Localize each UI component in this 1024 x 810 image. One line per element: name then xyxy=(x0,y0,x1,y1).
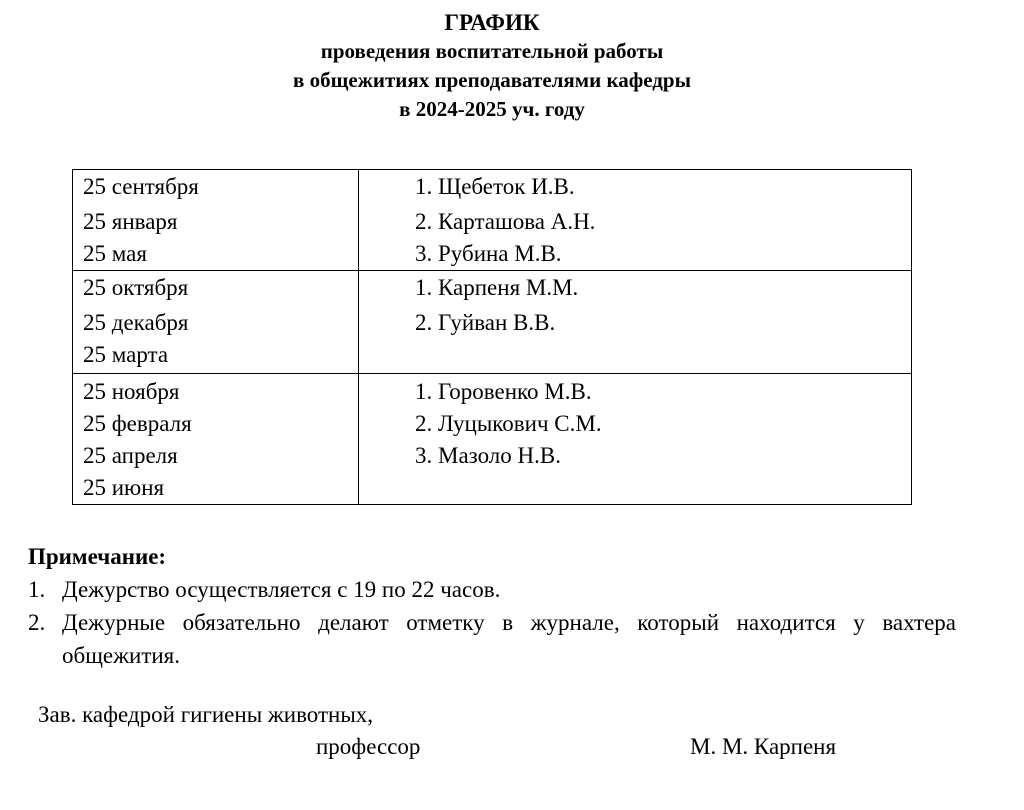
date-item: 25 февраля xyxy=(83,411,192,436)
table-row xyxy=(73,271,912,374)
teacher-item: 1. Горовенко М.В. xyxy=(415,379,592,404)
dates-cell xyxy=(73,374,359,505)
note-item-text: Дежурные обязательно делают отметку в журнале, который находится у вахтера общежития. xyxy=(62,610,956,668)
date-item: 25 марта xyxy=(83,342,169,367)
teacher-item: 1. Щебеток И.В. xyxy=(415,174,575,199)
note-title: Примечание: xyxy=(28,544,167,569)
document-header xyxy=(0,8,984,124)
signature-department: Зав. кафедрой гигиены животных, xyxy=(38,702,374,727)
teachers-cell xyxy=(359,170,912,271)
date-item: 25 декабря xyxy=(83,310,189,335)
date-item: 25 апреля xyxy=(83,443,178,468)
date-item: 25 ноября xyxy=(83,379,180,404)
date-item: 25 сентября xyxy=(83,174,199,199)
date-item: 25 июня xyxy=(83,475,165,500)
note-item-number: 2. xyxy=(28,610,46,635)
note-item-number: 1. xyxy=(28,577,46,602)
schedule-table xyxy=(72,169,912,505)
teacher-item: 3. Мазоло Н.В. xyxy=(415,443,561,468)
title-line-1: проведения воспитательной работы xyxy=(320,39,664,63)
teacher-item: 2. Луцыкович С.М. xyxy=(415,411,602,436)
title-line-2: в общежитиях преподавателями кафедры xyxy=(293,68,691,92)
note-item-text: Дежурство осуществляется с 19 по 22 часов. xyxy=(62,577,501,602)
date-item: 25 октября xyxy=(83,275,189,300)
dates-cell xyxy=(73,271,359,374)
document-title: ГРАФИК xyxy=(444,10,540,35)
date-item: 25 мая xyxy=(83,241,147,266)
dates-cell xyxy=(73,170,359,271)
title-line-3: в 2024-2025 уч. году xyxy=(399,97,585,121)
table-row xyxy=(73,374,912,505)
teacher-item: 3. Рубина М.В. xyxy=(415,241,562,266)
note-item xyxy=(28,573,956,606)
teachers-cell xyxy=(359,271,912,374)
note-section xyxy=(28,540,956,672)
note-item xyxy=(28,606,956,672)
teacher-item: 2. Карташова А.Н. xyxy=(415,209,596,234)
date-item: 25 января xyxy=(83,209,178,234)
teachers-cell xyxy=(359,374,912,505)
signature-name: М. М. Карпеня xyxy=(690,734,837,759)
teacher-item: 1. Карпеня М.М. xyxy=(415,275,579,300)
table-row xyxy=(73,170,912,271)
signature-position: профессор xyxy=(316,734,421,759)
teacher-item: 2. Гуйван В.В. xyxy=(415,310,556,335)
